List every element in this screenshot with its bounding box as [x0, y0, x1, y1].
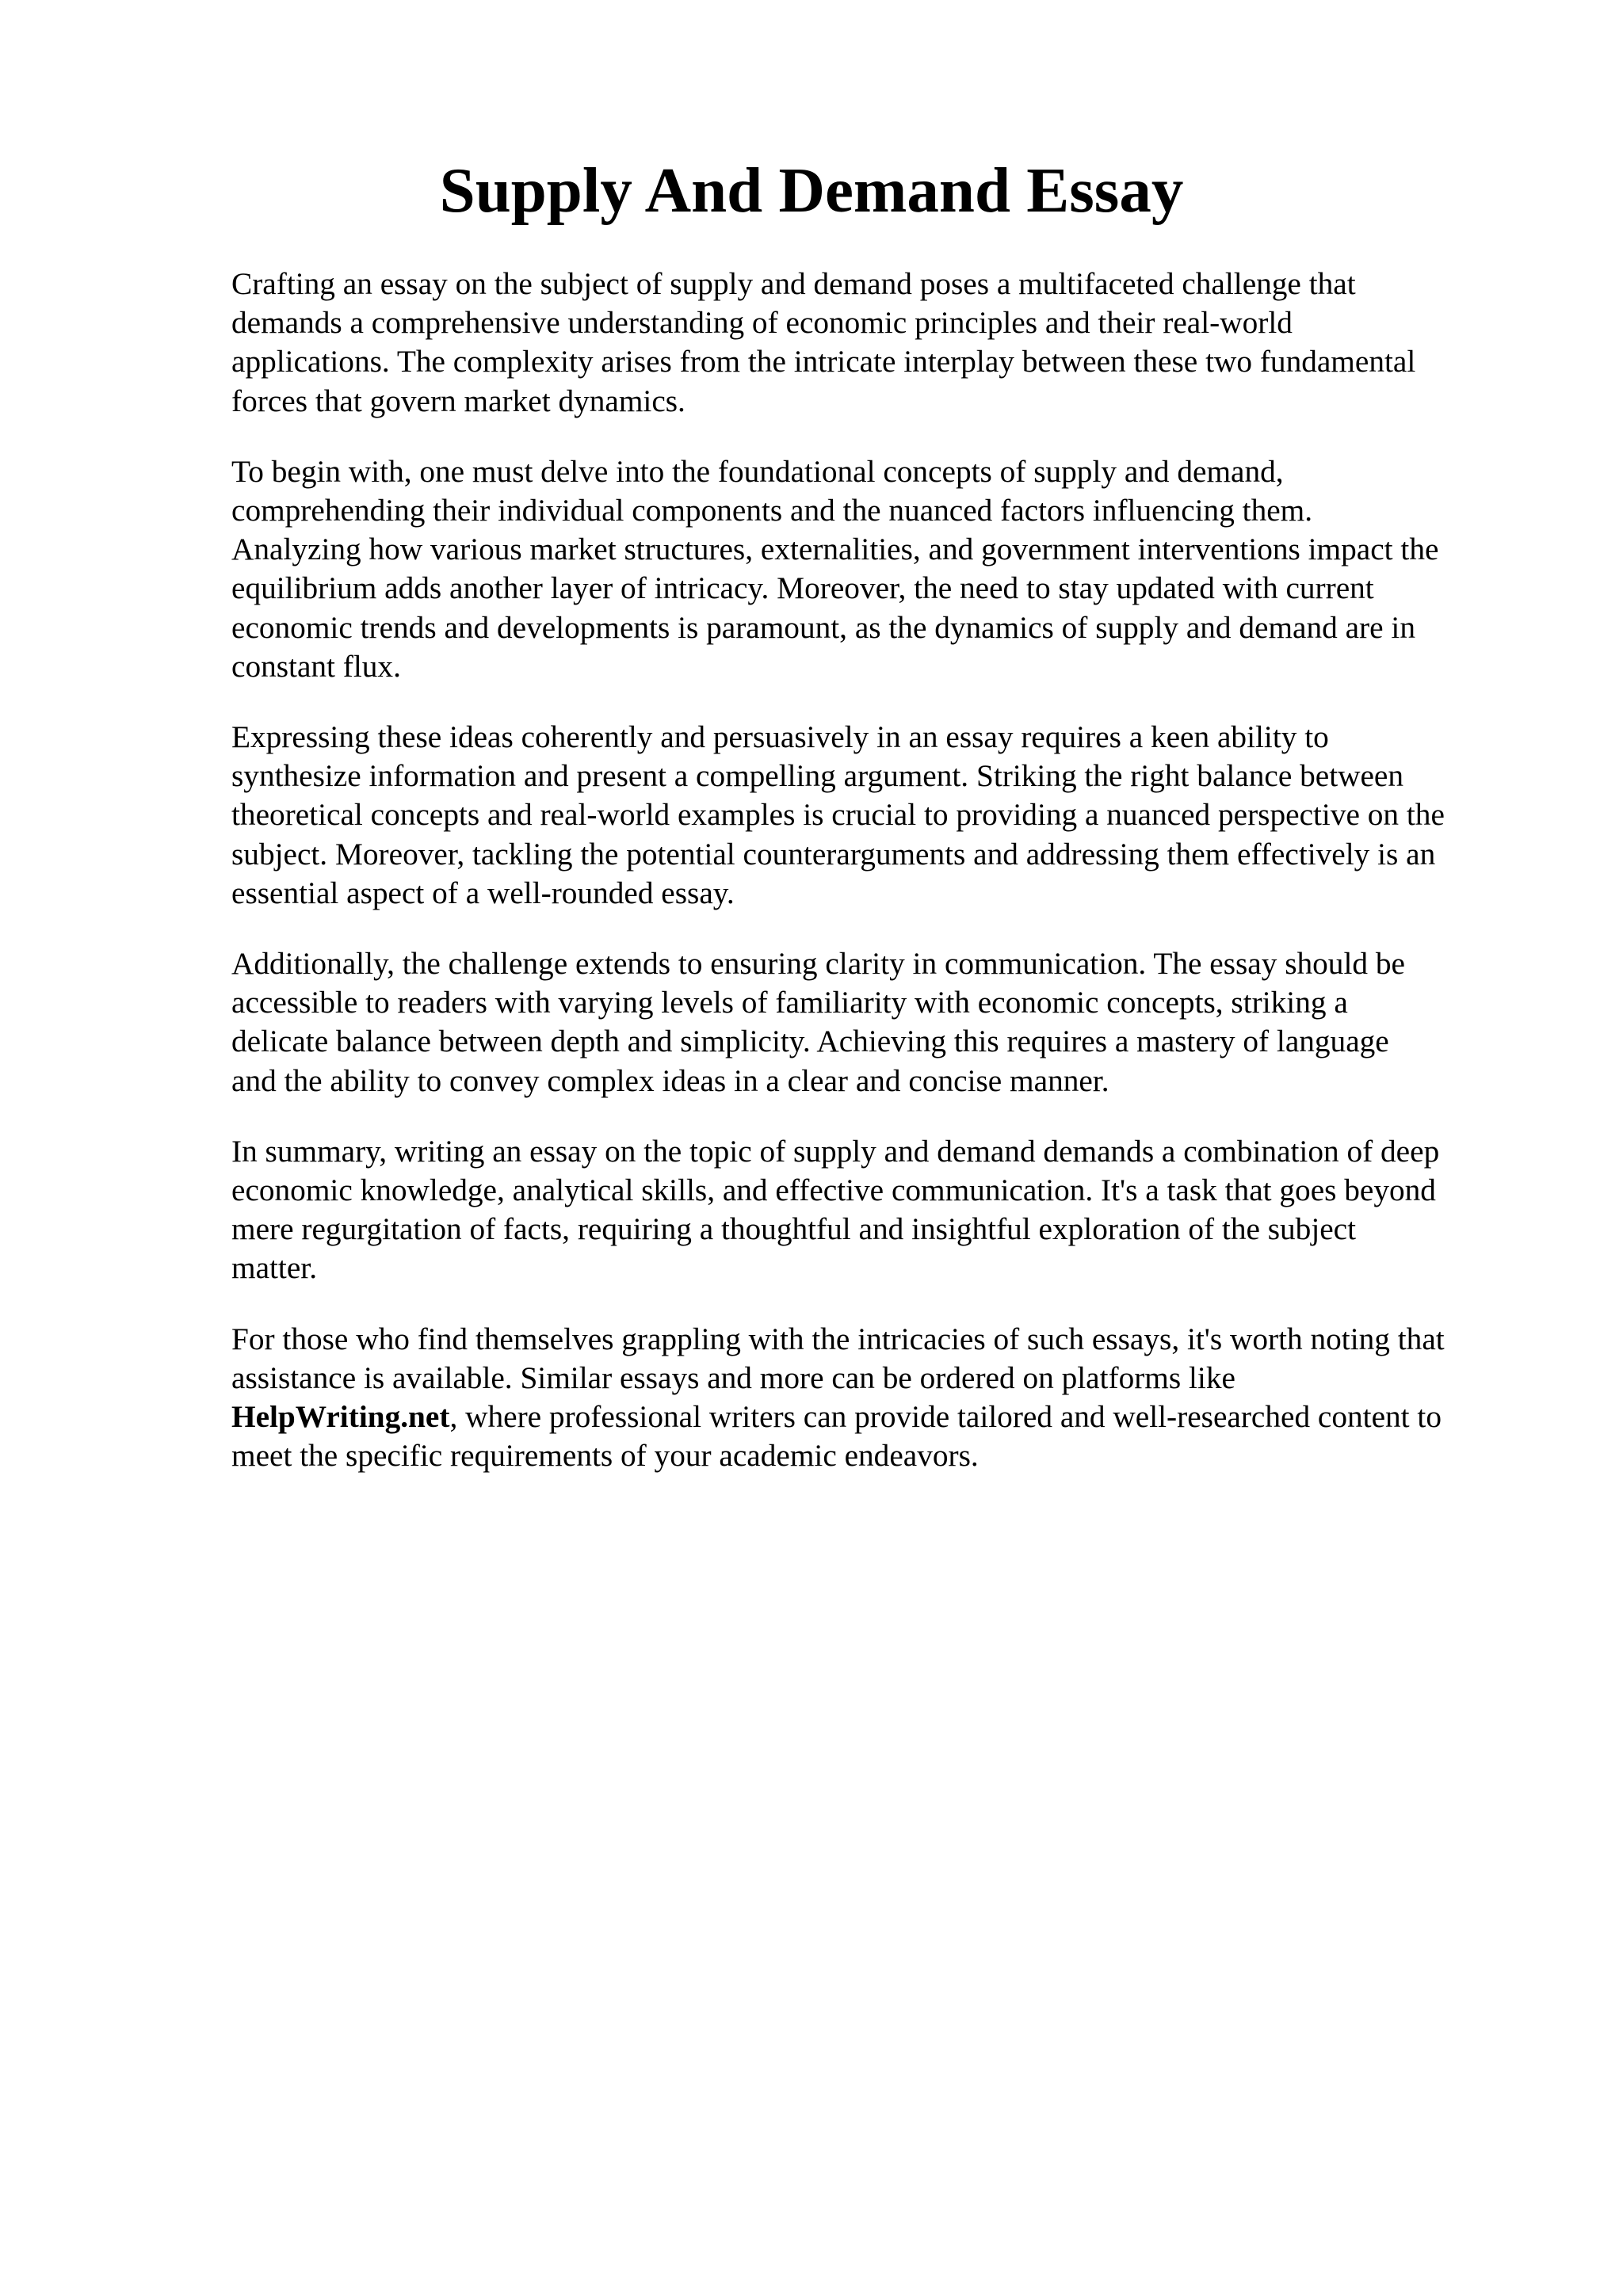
brand-name: HelpWriting.net [231, 1399, 450, 1435]
text-line: constant flux. [231, 648, 401, 684]
text-line: economic trends and developments is paramount, as the dynamics of supply and demand are in [231, 609, 1415, 645]
text-fragment: , where professional writers can provide tailored and well-researched content to [449, 1399, 1442, 1435]
text-line: To begin with, one must delve into the foundational concepts of supply and demand, [231, 453, 1284, 489]
text-line: assistance is available. Similar essays and more can be ordered on platforms like [231, 1360, 1235, 1395]
text-line: delicate balance between depth and simplicity. Achieving this requires a mastery of language [231, 1024, 1389, 1059]
paragraph-3 [231, 718, 1523, 913]
paragraph-2 [231, 452, 1523, 686]
paragraph-1 [231, 265, 1523, 421]
text-line: forces that govern market dynamics. [231, 383, 685, 418]
text-line: applications. The complexity arises from the intricate interplay between these two fundamental [231, 344, 1416, 379]
text-line: subject. Moreover, tackling the potential counterarguments and addressing them effectively is an [231, 836, 1436, 871]
text-line: matter. [231, 1250, 318, 1286]
text-line: Expressing these ideas coherently and persuasively in an essay requires a keen ability to [231, 719, 1329, 755]
text-line: accessible to readers with varying levels of familiarity with economic concepts, striking a [231, 985, 1348, 1020]
text-line: Crafting an essay on the subject of supply and demand poses a multifaceted challenge that [231, 266, 1356, 301]
paragraph-6 [231, 1320, 1523, 1476]
text-line: economic knowledge, analytical skills, and effective communication. It's a task that goes beyond [231, 1173, 1436, 1208]
text-line: For those who find themselves grappling with the intricacies of such essays, it's worth noting that [231, 1321, 1445, 1356]
text-line: equilibrium adds another layer of intricacy. Moreover, the need to stay updated with current [231, 570, 1374, 606]
text-line: comprehending their individual components and the nuanced factors influencing them. [231, 493, 1313, 528]
text-line: and the ability to convey complex ideas in a clear and concise manner. [231, 1062, 1109, 1098]
document-body [231, 265, 1523, 1507]
text-line: demands a comprehensive understanding of economic principles and their real-world [231, 305, 1293, 341]
text-line [231, 1398, 1523, 1436]
text-line: In summary, writing an essay on the topic of supply and demand demands a combination of deep [231, 1133, 1440, 1169]
text-line: mere regurgitation of facts, requiring a thoughtful and insightful exploration of the subject [231, 1211, 1357, 1247]
text-line: synthesize information and present a compelling argument. Striking the right balance between [231, 758, 1404, 794]
text-line: Analyzing how various market structures, externalities, and government interventions impact the [231, 532, 1439, 567]
document-title: Supply And Demand Essay [439, 154, 1184, 226]
text-line: theoretical concepts and real-world examples is crucial to providing a nuanced perspective on the [231, 797, 1445, 833]
text-line: Additionally, the challenge extends to ensuring clarity in communication. The essay should be [231, 946, 1405, 982]
paragraph-5 [231, 1132, 1523, 1288]
text-line: essential aspect of a well-rounded essay. [231, 875, 735, 910]
paragraph-4 [231, 944, 1523, 1100]
text-line: meet the specific requirements of your academic endeavors. [231, 1438, 979, 1474]
